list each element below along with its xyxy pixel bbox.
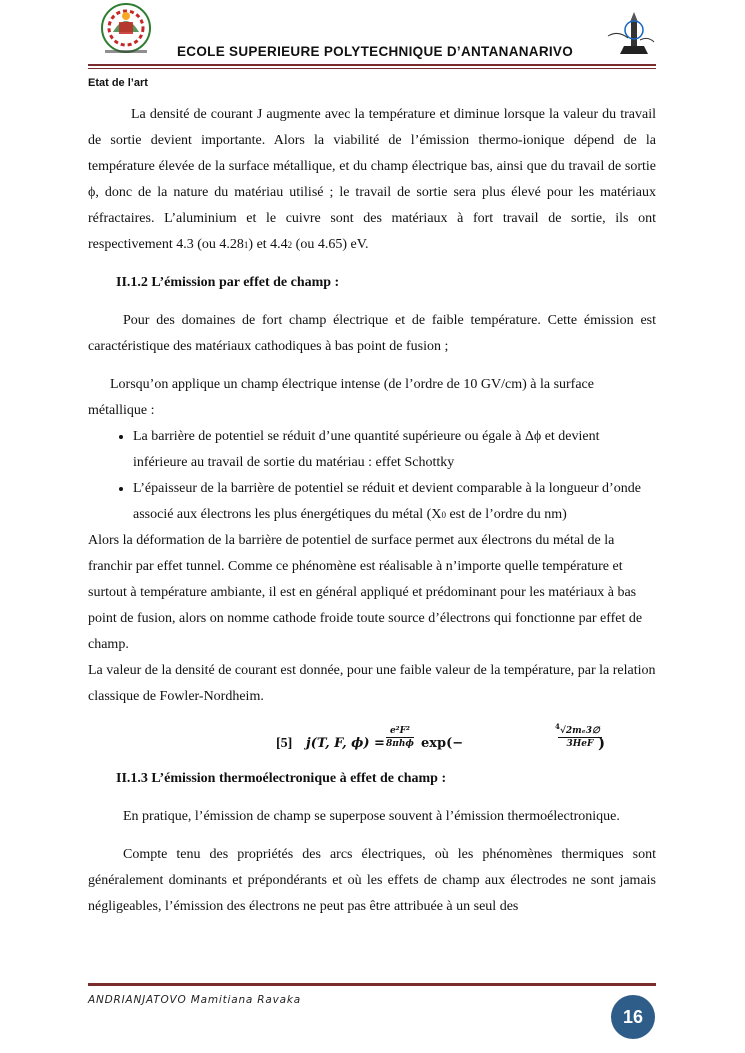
- heading-thermo-field-emission: II.1.3 L’émission thermoélectronique à effet de champ :: [116, 771, 447, 786]
- polytechnic-logo: [604, 8, 656, 62]
- equation-fraction-2: [558, 726, 602, 749]
- paragraph-fowler-nordheim: La valeur de la densité de courant est donnée, pour une faible valeur de la température, par la relation classique de Fowler-Nordheim.: [88, 663, 656, 704]
- bullet-list: [88, 424, 656, 528]
- x0-subscript: 0: [441, 510, 446, 520]
- footnote-ref-2: 2: [287, 240, 293, 250]
- page-number-badge: 16: [611, 995, 655, 1039]
- fowler-nordheim-equation: [88, 724, 656, 764]
- equation-fraction-1: [386, 726, 414, 749]
- equation-exp: exp(−: [421, 736, 464, 751]
- school-title: ECOLE SUPERIEURE POLYTECHNIQUE D’ANTANANARIVO: [177, 44, 574, 59]
- header-rule: [88, 64, 656, 66]
- heading-field-emission: II.1.2 L’émission par effet de champ :: [116, 275, 340, 290]
- bullet-item-barrier: [133, 476, 656, 528]
- paragraph-thermionic: [88, 102, 656, 258]
- bullet2-text: L’épaisseur de la barrière de potentiel se réduit et devient comparable à la longueur d’onde associé aux électrons les plus énergétiques du métal (X: [133, 481, 641, 522]
- paragraph-tunnel-effect: Alors la déformation de la barrière de potentiel de surface permet aux électrons du métal de la franchir par effet tunnel. Comme ce phénomène est réalisable à n’importe quelle température et surtout à température ambiante, il est en général appliqué et prédominant pour les matériaux à bas point de fusion, alors on nomme cathode froide toute source d’électrons qui fonctionne par effet de champ.: [88, 533, 643, 652]
- section-label: Etat de l’art: [88, 77, 148, 89]
- paragraph-electric-arcs: Compte tenu des propriétés des arcs électriques, où les phénomènes thermiques sont généralement dominants et prépondérants et où les effets de champ aux électrodes ne sont jamais négligeables, l’émission des électrons ne peut pas être attribuée à un seul des: [88, 847, 656, 914]
- paragraph-superposition: En pratique, l’émission de champ se superpose souvent à l’émission thermoélectronique.: [123, 809, 620, 824]
- footer-author: ANDRIANJATOVO Mamitiana Ravaka: [88, 994, 301, 1006]
- footer-rule: [88, 983, 656, 986]
- bullet2-end-text: est de l’ordre du nm): [445, 507, 567, 522]
- root-index: 4: [555, 722, 560, 731]
- fraction-2-denominator: 3HeF: [566, 739, 594, 749]
- fraction-1-denominator: 8πhϕ: [386, 739, 414, 749]
- header-rule-thin: [88, 68, 656, 69]
- footnote-ref-1: 1: [243, 240, 249, 250]
- equation-lhs: j(T, F, ϕ) =: [306, 736, 385, 751]
- paragraph-field-emission: Pour des domaines de fort champ électrique et de faible température. Cette émission est caractéristique des matériaux cathodiques à bas point de fusion ;: [88, 313, 656, 354]
- para1-mid-text: ) et 4.4: [248, 237, 288, 252]
- fraction-2-numerator: √2mₑ3∅: [560, 726, 600, 736]
- para1-text: La densité de courant J augmente avec la température et diminue lorsque la valeur du travail de sortie devient importante. Alors la viabilité de l’émission thermo-ionique dépend de la température élevée de la surface métallique, et du champ électrique bas, ainsi que du travail de sortie ϕ, donc de la nature du matériau utilisé ; le travail de sortie sera plus élevé pour les matériaux réfractaires. L’aluminium et le cuivre sont des matériaux à fort travail de sortie, ils ont respectivement 4.3 (ou 4.28: [88, 107, 656, 252]
- bullet-item-schottky: • La barrière de potentiel se réduit d’une quantité supérieure ou égale à Δϕ et devient inférieure au travail de sortie du matériau : effet Schottky: [133, 424, 656, 476]
- fraction-1-numerator: e²F²: [386, 726, 414, 738]
- equation-close-paren: ): [598, 734, 606, 752]
- university-logo: [97, 2, 155, 57]
- paragraph-intense-field: Lorsqu’on applique un champ électrique intense (de l’ordre de 10 GV/cm) à la surface métallique :: [88, 377, 594, 418]
- equation-number: [5]: [276, 736, 293, 751]
- page-content: [88, 102, 656, 920]
- para1-end-text: (ou 4.65) eV.: [292, 237, 369, 252]
